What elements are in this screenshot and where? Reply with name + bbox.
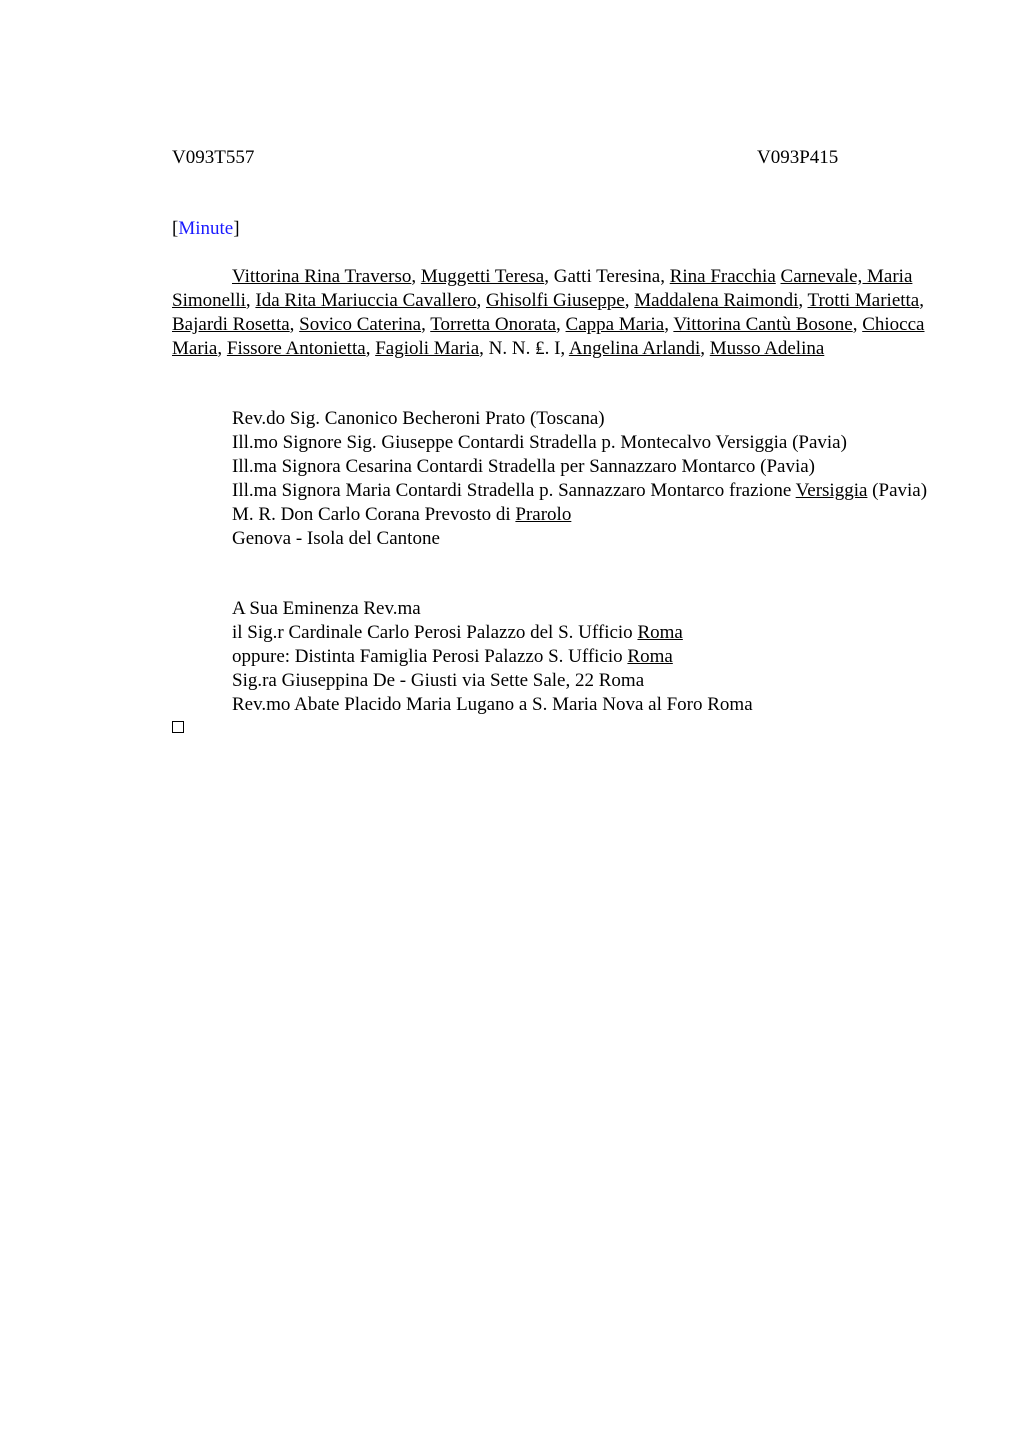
text-segment: , [411,266,421,287]
address-line [232,407,932,431]
underlined-name: Vittorina Cantù Bosone [673,314,853,335]
text-segment: Genova - Isola del Cantone [232,528,440,549]
address-line [232,503,932,527]
section-heading [172,218,240,240]
underlined-name: Fissore Antonietta [226,338,366,359]
address-line [232,527,932,551]
text-segment: oppure: Distinta Famiglia Perosi Palazzo S. Ufficio [232,646,628,667]
underlined-name: Rina Fracchia [669,266,776,287]
address-line [232,693,932,717]
underlined-name: Roma [627,646,673,667]
address-line [232,597,932,621]
underlined-name: Vittorina Rina Traverso [232,266,412,287]
checkbox-symbol [172,721,184,733]
text-segment: , [365,338,376,359]
document-code-left: V093T557 [172,147,255,168]
text-segment: il Sig.r Cardinale Carlo Perosi Palazzo del S. Ufficio [232,622,638,643]
text-segment: , [624,290,635,311]
text-segment: Rev.mo Abate Placido Maria Lugano a S. Maria Nova al Foro Roma [232,694,753,715]
underlined-name: Maddalena Raimondi [634,290,799,311]
text-segment: Rev.do Sig. Canonico Becheroni Prato (Toscana) [232,408,605,429]
text-segment: , [919,290,924,311]
text-segment: , [289,314,300,335]
text-segment: , [556,314,566,335]
underlined-name: Ida Rita Mariuccia Cavallero [255,290,477,311]
section-label-minute: Minute [178,218,234,239]
section-open-bracket: [ [172,218,179,239]
underlined-name: Musso Adelina [709,338,825,359]
address-line [232,431,932,455]
underlined-name: Ghisolfi Giuseppe [485,290,625,311]
address-line [232,645,932,669]
underlined-name: Versiggia [795,480,868,501]
address-line [232,669,932,693]
text-segment: , N. N. ₤. I, [479,338,569,359]
address-line [232,479,932,503]
underlined-name: Cappa Maria [565,314,665,335]
underlined-name: Chiocca Maria [172,314,925,359]
text-segment: Ill.ma Signora Maria Contardi Stradella p. Sannazzaro Montarco frazione [232,480,796,501]
text-segment: Sig.ra Giuseppina De - Giusti via Sette Sale, 22 Roma [232,670,645,691]
address-line [232,455,932,479]
address-list-1 [232,407,932,551]
address-line [232,621,932,645]
text-segment: , [664,314,674,335]
address-list-2 [232,597,932,717]
underlined-name: Prarolo [515,504,572,525]
underlined-name: Torretta Onorata [430,314,557,335]
names-paragraph [172,265,932,361]
text-segment: , [476,290,486,311]
text-segment: , [421,314,431,335]
text-segment: (Pavia) [867,480,928,501]
text-segment: M. R. Don Carlo Corana Prevosto di [232,504,516,525]
text-segment: , [852,314,863,335]
underlined-name: Bajardi Rosetta [172,314,290,335]
underlined-name: Fagioli Maria [375,338,480,359]
text-segment: , [798,290,808,311]
underlined-name: Angelina Arlandi [568,338,701,359]
underlined-name: Carnevale, Maria Simonelli [172,266,913,311]
underlined-name: Sovico Caterina [299,314,422,335]
text-segment: , [700,338,710,359]
text-segment: , [245,290,256,311]
text-segment: A Sua Eminenza Rev.ma [232,598,421,619]
document-code-right: V093P415 [757,147,839,168]
underlined-name: Muggetti Teresa [420,266,545,287]
text-segment: Ill.ma Signora Cesarina Contardi Stradella per Sannazzaro Montarco (Pavia) [232,456,815,477]
text-segment: Ill.mo Signore Sig. Giuseppe Contardi Stradella p. Montecalvo Versiggia (Pavia) [232,432,847,453]
text-segment: , Gatti Teresina, [544,266,670,287]
section-close-bracket: ] [233,218,240,239]
text-segment: , [217,338,227,359]
underlined-name: Trotti Marietta [807,290,920,311]
underlined-name: Roma [637,622,683,643]
